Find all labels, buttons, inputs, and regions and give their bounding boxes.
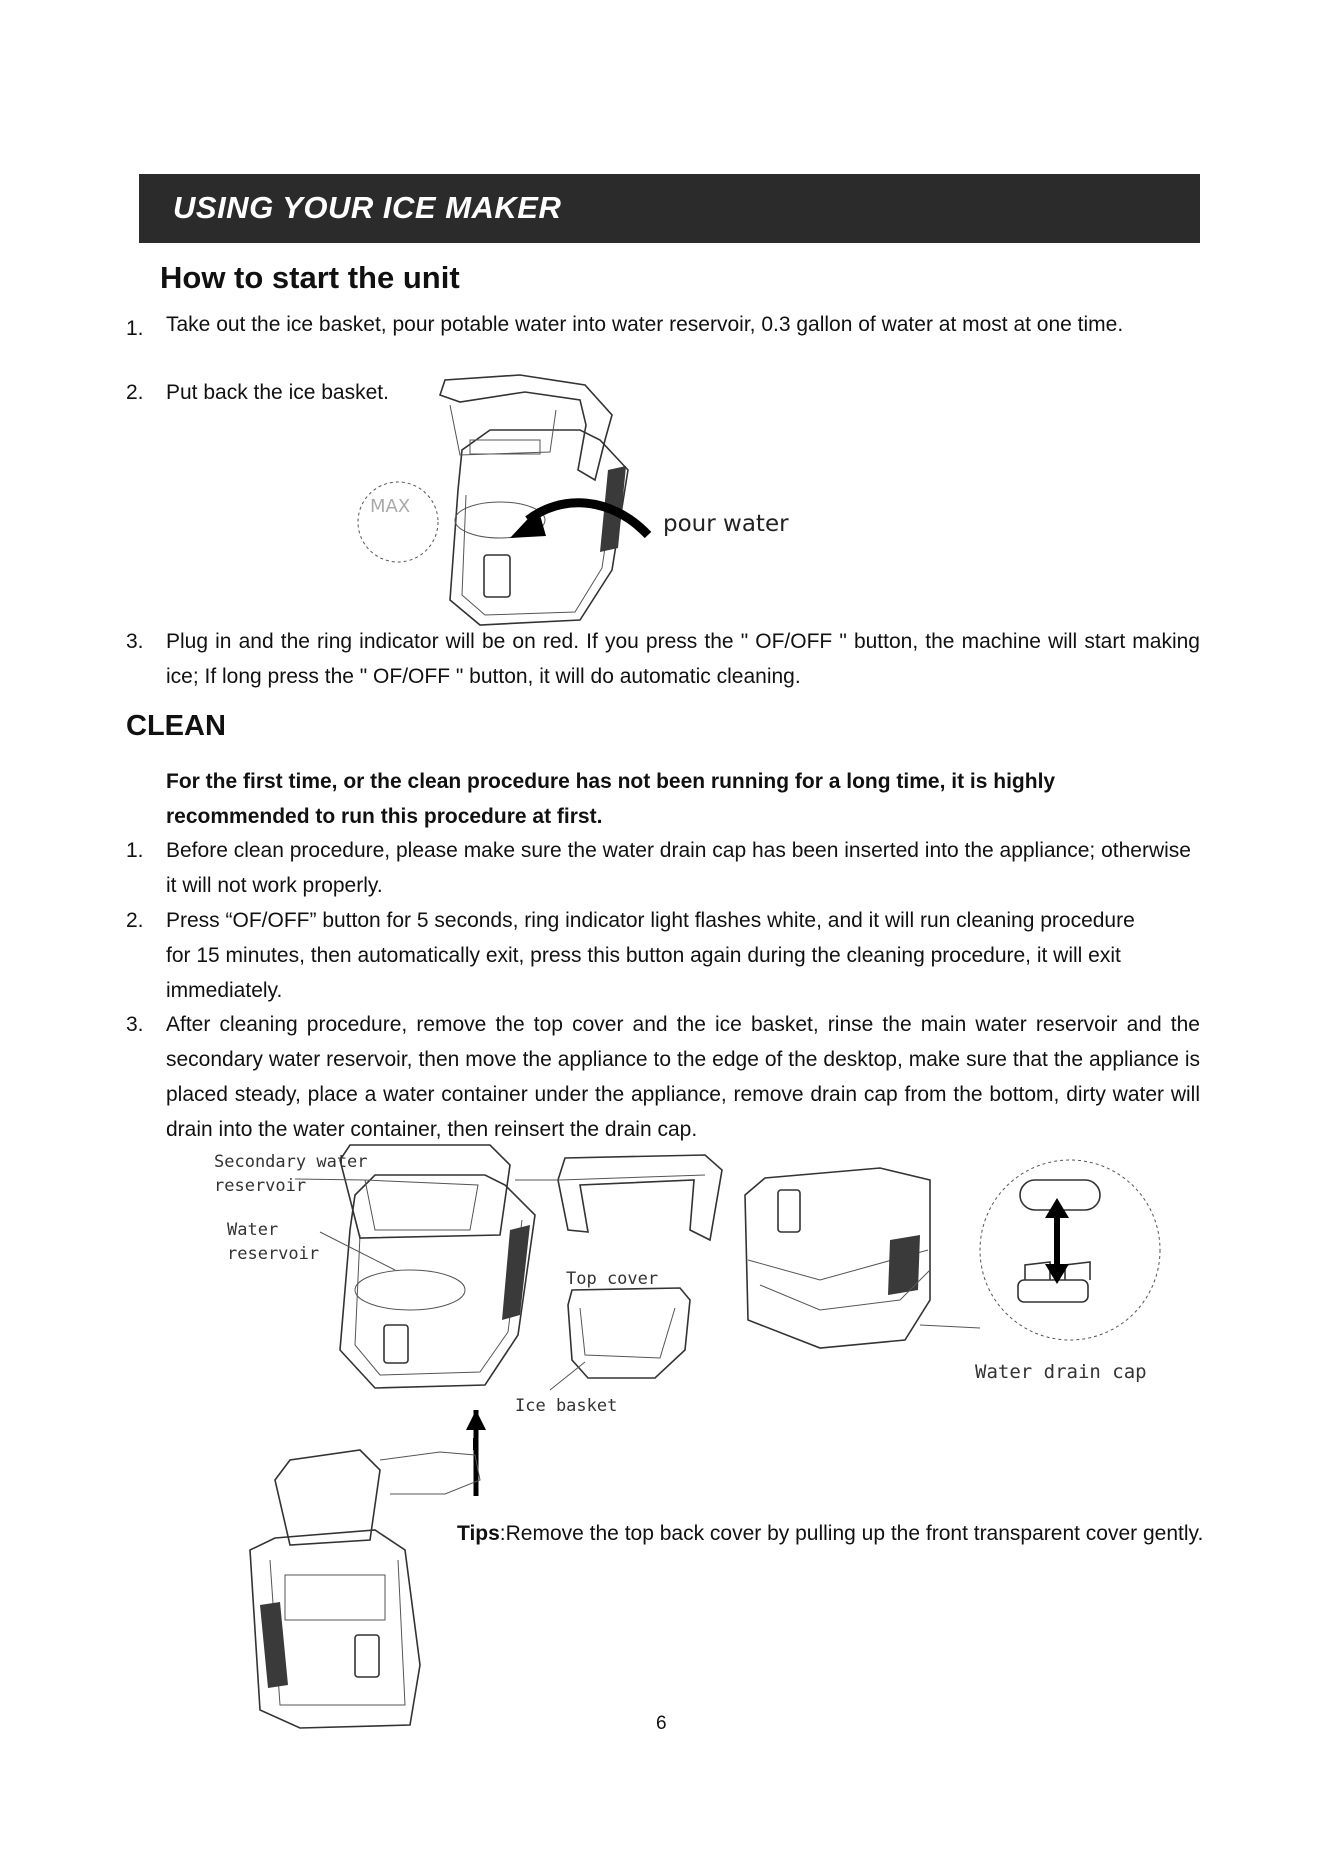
- cleaning-parts-figure: [200, 1140, 1160, 1440]
- clean-heading: CLEAN: [126, 710, 226, 742]
- step-text: Take out the ice basket, pour potable water into water reservoir, 0.3 gallon of water at most at one time.: [166, 313, 1124, 336]
- label-ice-basket: Ice basket: [515, 1396, 618, 1416]
- max-mark: MAX: [370, 496, 411, 517]
- clean-note: For the first time, or the clean procedure has not been running for a long time, it is highly recommended to run this procedure at first.: [166, 770, 1056, 828]
- step-number: 3.: [126, 630, 144, 653]
- tips-label: Tips: [457, 1522, 500, 1545]
- ice-maker-illustration: [350, 370, 830, 630]
- tips-text: :Remove the top back cover by pulling up the front transparent cover gently.: [499, 1522, 1204, 1545]
- step-number: 1.: [126, 317, 144, 340]
- label-water-reservoir: [227, 1218, 319, 1266]
- page-number: 6: [656, 1713, 667, 1734]
- label-line: reservoir: [227, 1244, 320, 1264]
- step-text: Before clean procedure, please make sure the water drain cap has been inserted into the appliance; otherwise it will not work properly.: [166, 839, 1191, 897]
- tips: [457, 1520, 1217, 1548]
- step-number: 2.: [126, 381, 144, 404]
- remove-cover-illustration: [230, 1410, 500, 1730]
- step-text: After cleaning procedure, remove the top cover and the ice basket, rinse the main water reservoir and the secondary water reservoir, then move the appliance to the edge of the desktop, make sure that the appliance is placed steady, place a water container under the appliance, remove drain cap from the bottom, dirty water will drain into the water container, then reinsert the drain cap.: [166, 1013, 1200, 1141]
- step-number: 2.: [126, 909, 144, 932]
- pour-water-figure: [350, 370, 830, 630]
- label-secondary-reservoir: [214, 1150, 368, 1198]
- label-top-cover: Top cover: [566, 1269, 659, 1289]
- step-text: Press “OF/OFF” button for 5 seconds, ring indicator light flashes white, and it will run cleaning procedure for 15 minutes, then automatically exit, press this button again during the cleaning procedure, it will exit immediately.: [166, 909, 1135, 1002]
- label-line: reservoir: [214, 1176, 307, 1196]
- label-water-drain-cap: Water drain cap: [975, 1361, 1147, 1383]
- banner-title: USING YOUR ICE MAKER: [173, 190, 562, 225]
- remove-cover-figure: [230, 1410, 500, 1730]
- step-text: Put back the ice basket.: [166, 381, 389, 404]
- step-number: 1.: [126, 839, 144, 862]
- step-number: 3.: [126, 1013, 144, 1036]
- label-line: Water: [227, 1220, 279, 1240]
- start-heading: How to start the unit: [160, 260, 460, 295]
- step-text: Plug in and the ring indicator will be on red. If you press the " OF/OFF " button, the machine will start making ice; If long press the " OF/OFF " button, it will do automatic cleaning.: [166, 630, 1200, 688]
- pour-water-label: pour water: [663, 511, 789, 537]
- label-line: Secondary water: [214, 1152, 368, 1172]
- section-banner: [139, 174, 1200, 243]
